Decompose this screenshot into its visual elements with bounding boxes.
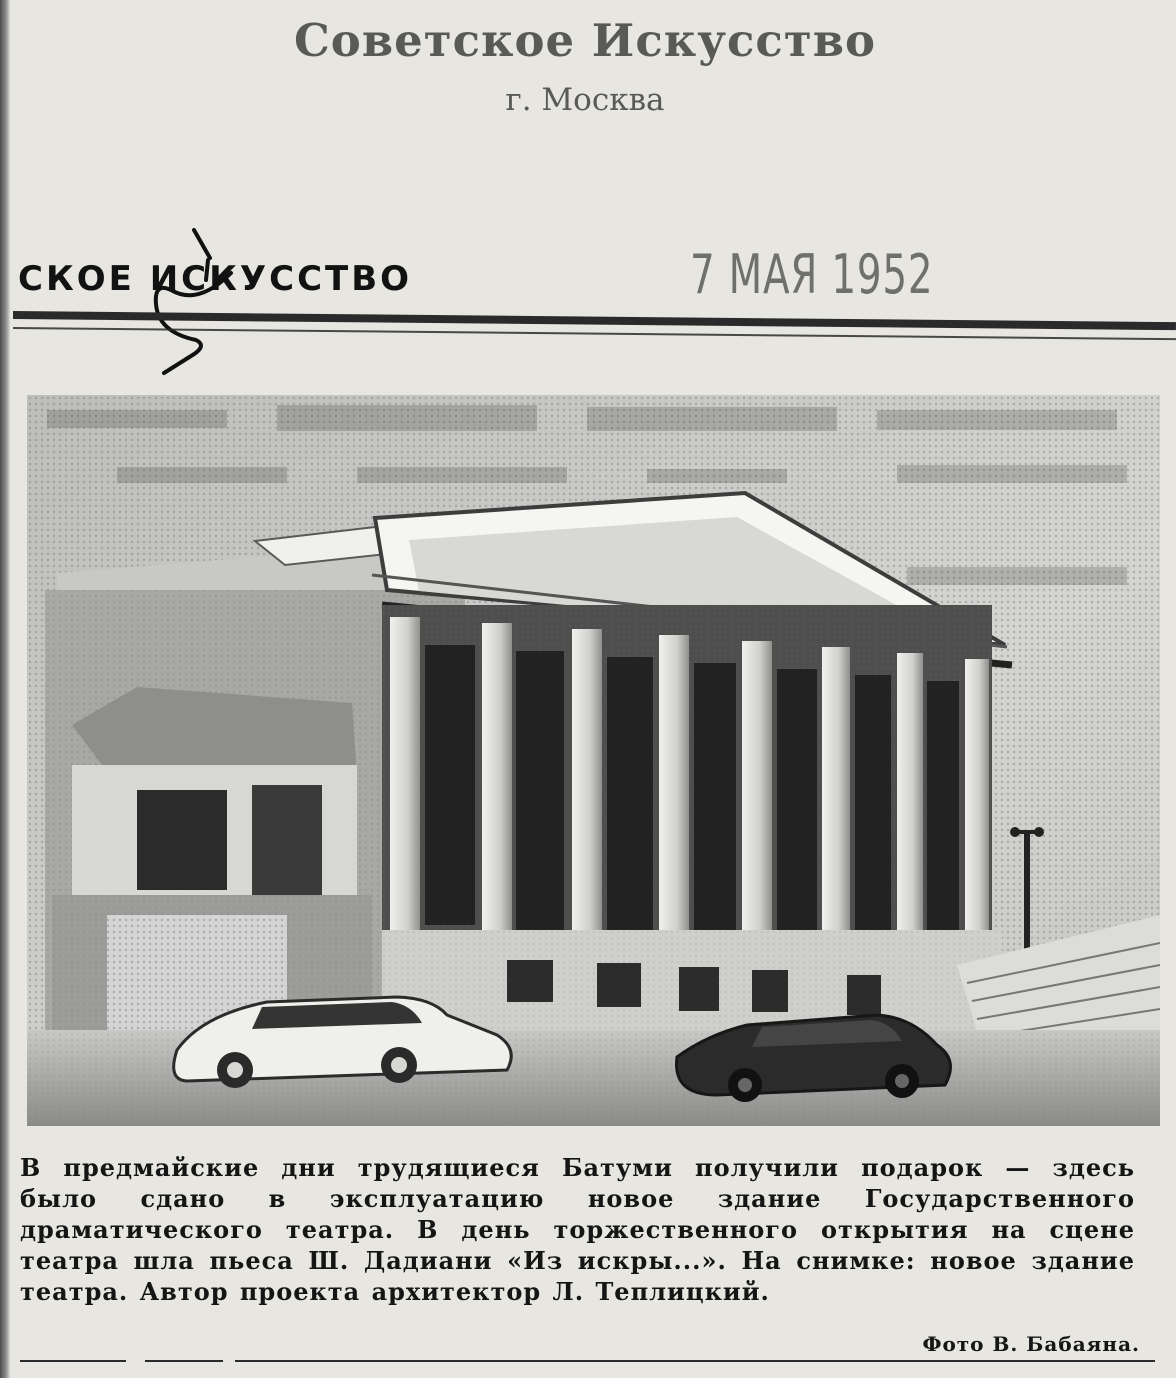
stamp-city: г. Москва [505, 82, 665, 118]
newspaper-stamp [250, 8, 920, 120]
date-stamp: 7 МАЯ 1952 [690, 243, 934, 306]
masthead-title: СКОЕ ИСКУССТВО [18, 259, 413, 299]
pen-mark [136, 228, 246, 378]
stamp-title: Советское Искусство [293, 14, 876, 67]
photo-caption: В предмайские дни трудящиеся Батуми получили подарок — здесь было сдано в эксплуатацию новое здание Государственного драматического театра. В день торжественного открытия на сцене театра шла пьеса Ш. Дадиани «Из искры...». На снимке: новое здание театра. Автор проекта архитектор Л. Теплицкий. [20, 1153, 1135, 1306]
scan-left-edge [0, 0, 10, 1378]
theatre-building-illustration [27, 395, 1160, 1126]
photo-credit: Фото В. Бабаяна. [922, 1332, 1140, 1356]
theatre-photo [27, 395, 1160, 1126]
building [45, 493, 1012, 1075]
bottom-rules [0, 1360, 1176, 1370]
